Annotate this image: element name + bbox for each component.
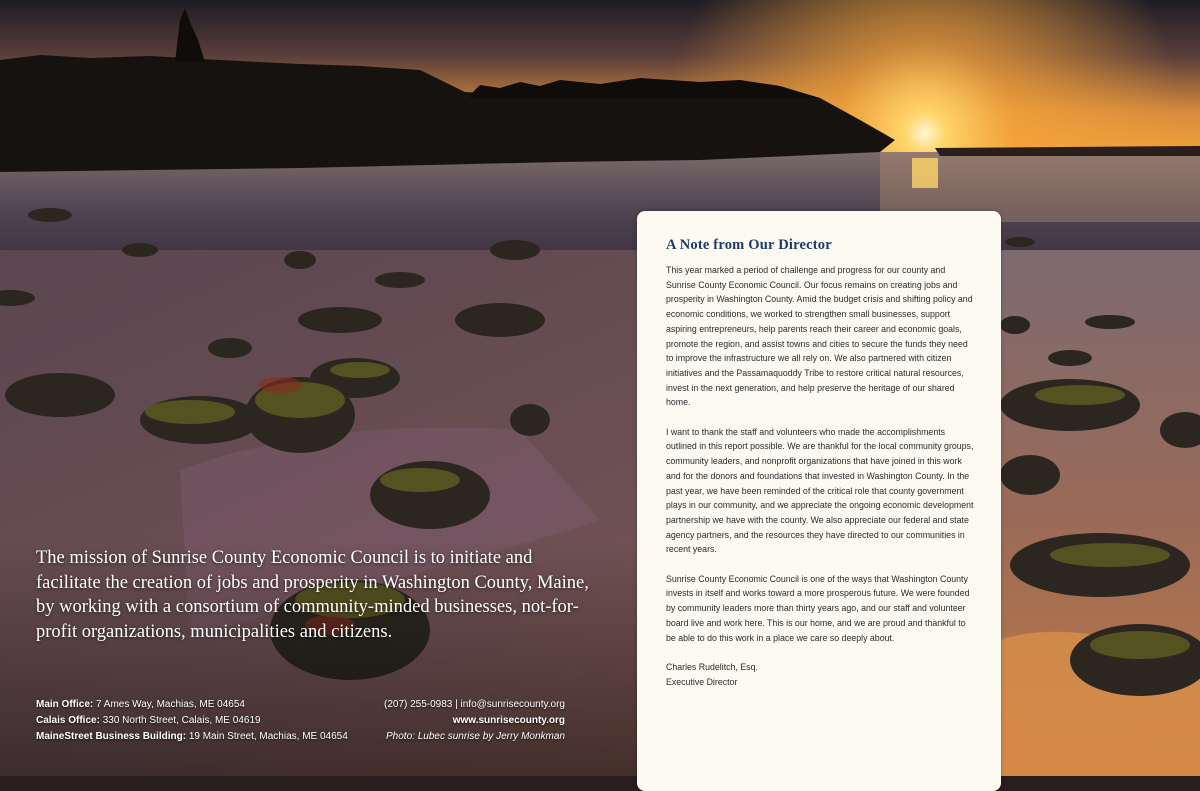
phone-email: (207) 255-0983 | info@sunrisecounty.org: [383, 699, 565, 710]
calais-office-line: [36, 713, 348, 729]
letter-paragraph: This year marked a period of challenge and progress for our county and Sunrise County Economic Council. Our focus remains on creating jobs and prosperity in Washington County. Amid the budget crisis and shifting policy and economic conditions, we worked to strengthen small businesses, support aspiring entrepreneurs, help parents reach their career and economic goals, promote the region, and assist towns and cities to secure the funds they need to improve the infrastructure we all rely on. We also partnered with citizen initiatives and the Passamaquoddy Tribe to restore critical natural resources, invest in the next generation, and help preserve the heritage of our shared home.: [666, 265, 973, 408]
photo-credit: Photo: Lubec sunrise by Jerry Monkman: [386, 731, 565, 742]
signature-name: Charles Rudelitch, Esq.: [666, 661, 758, 672]
main-office-label: Main Office:: [36, 699, 94, 710]
mainestreet-line: [36, 729, 348, 745]
director-note-body: [666, 263, 974, 689]
main-office-line: [36, 697, 348, 713]
calais-office-address: 330 North Street, Calais, ME 04619: [102, 715, 261, 726]
signature-title: Executive Director: [666, 676, 738, 687]
letter-paragraph: I want to thank the staff and volunteers who made the accomplishments outlined in this report possible. We are thankful for the local community groups, community leaders, and nonprofit organizations that have joined in this work and for the donors and foundations that invested in Washington County. In the past year, we have been reminded of the critical role that county government plays in our community, and we appreciate the ongoing economic development partnership we have with the county. We also appreciate our federal and state agency partners, and the resources they have directed to our communities in recent years.: [666, 426, 974, 555]
mission-statement: The mission of Sunrise County Economic Council is to initiate and facilitate the creation of jobs and prosperity in Washington County, Maine, by working with a consortium of community-minded businesses, not-for-profit organizations, municipalities and citizens.: [36, 548, 589, 642]
calais-office-label: Calais Office:: [36, 715, 100, 726]
mainestreet-label: MaineStreet Business Building:: [36, 731, 187, 742]
website-link[interactable]: www.sunrisecounty.org: [452, 715, 565, 726]
letter-paragraph: Sunrise County Economic Council is one of the ways that Washington County invests in itself and works toward a more prosperous future. We were founded by community leaders more than thirty years ago, and our staff and volunteer board live and work here. This is our home, and we are proud and thankful to be able to do this work in a place we care so deeply about.: [666, 573, 970, 643]
office-addresses: [36, 697, 348, 745]
mainestreet-address: 19 Main Street, Machias, ME 04654: [188, 731, 348, 742]
main-office-address: 7 Ames Way, Machias, ME 04654: [96, 699, 245, 710]
director-note-title: A Note from Our Director: [666, 237, 832, 253]
contact-info: [384, 697, 565, 745]
director-note-card: [637, 211, 1001, 791]
